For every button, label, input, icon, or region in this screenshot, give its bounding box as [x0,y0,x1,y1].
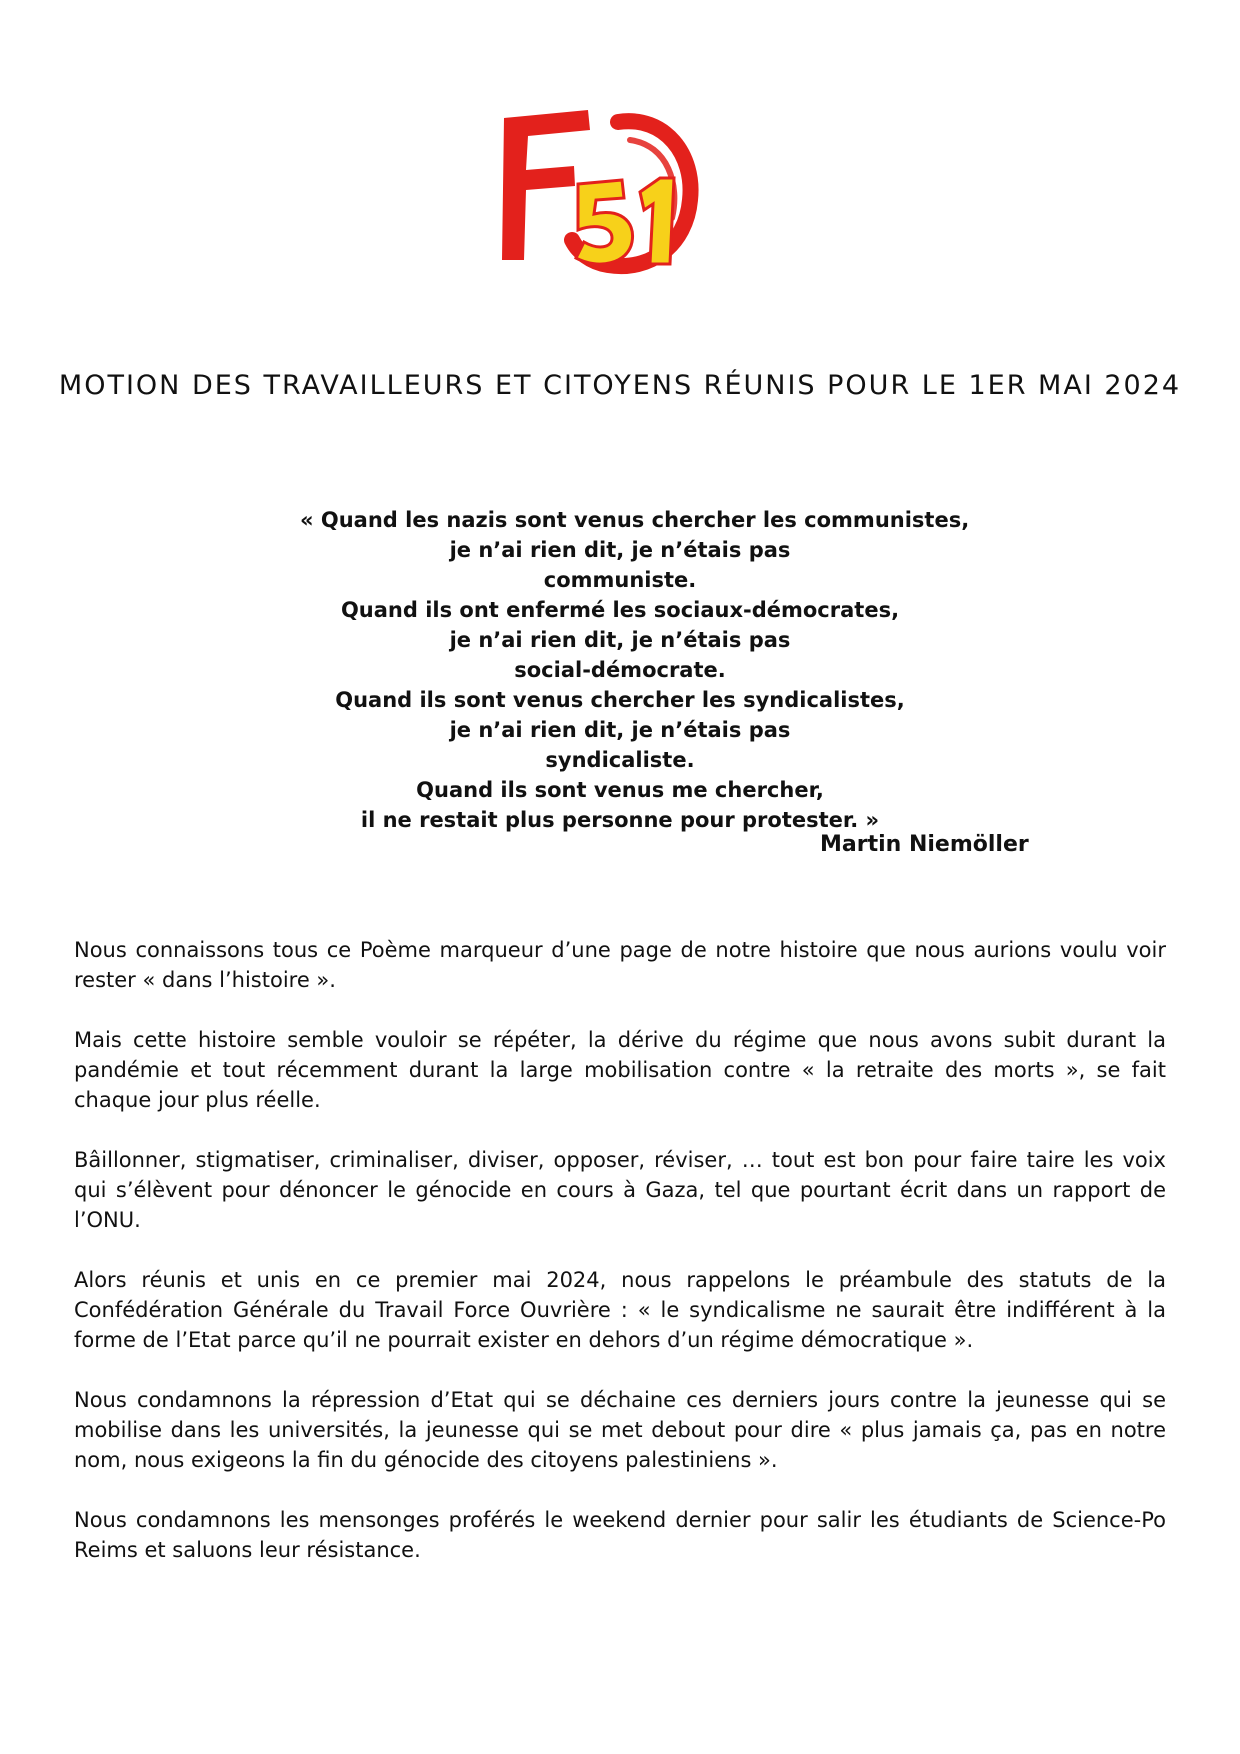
paragraph: Mais cette histoire semble vouloir se répéter, la dérive du régime que nous avons subit durant la pandémie et tout récemment durant la large mobilisation contre « la retraite des morts », se fait chaque jour plus réelle. [74,1028,1166,1112]
poem-line: il ne restait plus personne pour protester. » [360,808,880,832]
fo51-logo [490,100,710,280]
poem-author: Martin Niemöller [820,832,1029,857]
poem-line: « Quand les nazis sont venus chercher les communistes, [300,508,970,532]
paragraph: Nous condamnons la répression d’Etat qui se déchaine ces derniers jours contre la jeunesse qui se mobilise dans les universités, la jeunesse qui se met debout pour dire « plus jamais ça, pas en notre nom, nous exigeons la fin du génocide des citoyens palestiniens ». [74,1388,1166,1472]
poem-line: social-démocrate. [514,658,726,682]
paragraph: Nous condamnons les mensonges proférés le weekend dernier pour salir les étudiants de Science-Po Reims et saluons leur résistance. [74,1508,1166,1562]
document-title: MOTION DES TRAVAILLEURS ET CITOYENS RÉUNIS POUR LE 1ER MAI 2024 [58,370,1182,401]
poem-line: Quand ils ont enfermé les sociaux-démocrates, [340,598,900,622]
poem-line: communiste. [543,568,697,592]
poem-line: je n’ai rien dit, je n’étais pas [449,718,791,742]
poem-line: syndicaliste. [545,748,695,772]
poem-line: Quand ils sont venus chercher les syndicalistes, [335,688,905,712]
poem-quote [300,505,970,835]
poem-line: Quand ils sont venus me chercher, [416,778,824,802]
paragraph: Alors réunis et unis en ce premier mai 2024, nous rappelons le préambule des statuts de la Confédération Générale du Travail Force Ouvrière : « le syndicalisme ne saurait être indifférent à la forme de l’Etat parce qu’il ne pourrait exister en dehors d’un régime démocratique ». [74,1268,1166,1352]
paragraph: Nous connaissons tous ce Poème marqueur d’une page de notre histoire que nous aurions voulu voir rester « dans l’histoire ». [74,938,1166,992]
paragraph: Bâillonner, stigmatiser, criminaliser, diviser, opposer, réviser, … tout est bon pour faire taire les voix qui s’élèvent pour dénoncer le génocide en cours à Gaza, tel que pourtant écrit dans un rapport de l’ONU. [74,1148,1166,1232]
logo-number-5 [576,180,633,264]
poem-line: je n’ai rien dit, je n’étais pas [449,628,791,652]
poem-line: je n’ai rien dit, je n’étais pas [449,538,791,562]
logo-number-1 [640,178,674,264]
motion-body [74,935,1166,1595]
